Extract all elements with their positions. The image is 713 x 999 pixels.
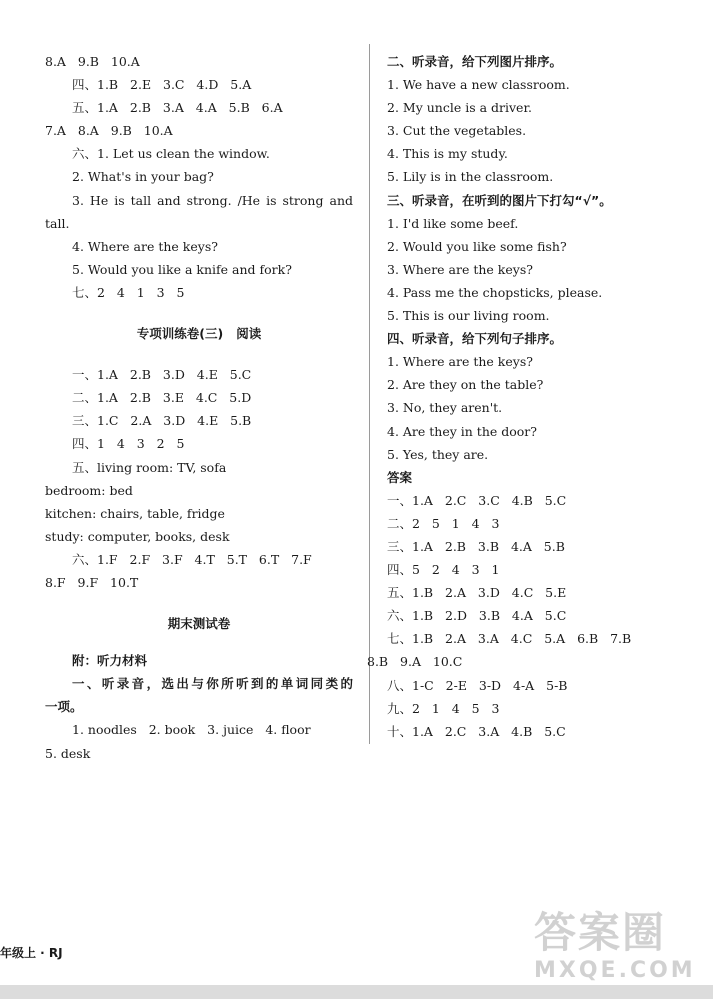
answer-line: 3. Cut the vegetables.: [387, 123, 527, 139]
answer-line: 九、2 1 4 5 3: [387, 700, 500, 716]
answer-line: 十、1.A 2.C 3.A 4.B 5.C: [387, 723, 566, 739]
question-heading: 一、听录音，选出与你所听到的单词同类的: [72, 676, 353, 692]
question-heading: 一项。: [45, 699, 83, 715]
answer-line: 8.B 9.A 10.C: [367, 654, 463, 670]
column-divider: [369, 44, 370, 744]
answer-line: 六、1.F 2.F 3.F 4.T 5.T 6.T 7.F: [72, 551, 312, 567]
watermark-logo: [534, 908, 699, 988]
answer-line: 七、2 4 1 3 5: [72, 284, 185, 300]
left-column: [45, 50, 353, 765]
answer-line: 5. desk: [45, 745, 91, 761]
answer-line: 六、1.B 2.D 3.B 4.A 5.C: [387, 608, 567, 624]
question-heading: 二、听录音，给下列图片排序。: [387, 54, 563, 69]
answer-line: study: computer, books, desk: [45, 528, 230, 544]
watermark-url: MXQE.COM: [534, 958, 696, 983]
answer-line: 1. I'd like some beef.: [387, 215, 519, 231]
answer-line: 5. Would you like a knife and fork?: [72, 261, 292, 277]
answer-line: 3. No, they aren't.: [387, 400, 503, 416]
watermark-logo-text: 答案圈: [534, 908, 667, 957]
question-heading: 三、听录音，在听到的图片下打勾“√”。: [387, 192, 612, 208]
answer-line: 5. This is our living room.: [387, 308, 550, 324]
right-column: [367, 50, 687, 743]
answer-line: kitchen: chairs, table, fridge: [45, 505, 225, 521]
answer-line: 七、1.B 2.A 3.A 4.C 5.A 6.B 7.B: [387, 631, 632, 647]
question-heading: 四、听录音，给下列句子排序。: [387, 331, 563, 347]
answer-line: 4. Pass me the chopsticks, please.: [387, 284, 603, 300]
answer-line: 1. We have a new classroom.: [387, 77, 570, 93]
answer-line: 2. Would you like some fish?: [387, 238, 567, 254]
bottom-strip: [0, 985, 713, 999]
answer-line: tall.: [45, 215, 70, 231]
page-footer: 年级上 · RJ: [0, 946, 63, 960]
answer-line: 一、1.A 2.B 3.D 4.E 5.C: [72, 367, 252, 383]
answer-line: 2. What's in your bag?: [72, 169, 214, 185]
answers-heading: 答案: [387, 469, 413, 485]
answer-line: 4. This is my study.: [387, 146, 508, 162]
answer-line: 五、1.B 2.A 3.D 4.C 5.E: [387, 585, 567, 601]
answer-line: 六、1. Let us clean the window.: [72, 146, 270, 162]
subsection-heading: 附：听力材料: [72, 653, 148, 669]
section-heading: 专项训练卷(三) 阅读: [136, 326, 262, 342]
answer-line: 四、5 2 4 3 1: [387, 562, 500, 578]
answer-line: 1. Where are the keys?: [387, 354, 533, 370]
answer-line: 7.A 8.A 9.B 10.A: [45, 123, 173, 139]
answer-line: 四、1 4 3 2 5: [72, 436, 185, 452]
answer-line: 五、living room: TV, sofa: [72, 459, 227, 475]
answer-line: bedroom: bed: [45, 482, 133, 498]
answer-line: 5. Yes, they are.: [387, 446, 489, 462]
answer-line: 五、1.A 2.B 3.A 4.A 5.B 6.A: [72, 100, 283, 116]
answer-line: 三、1.A 2.B 3.B 4.A 5.B: [387, 538, 565, 554]
answer-line: 5. Lily is in the classroom.: [387, 169, 554, 185]
answer-line: 2. My uncle is a driver.: [387, 100, 533, 116]
answer-line: 一、1.A 2.C 3.C 4.B 5.C: [387, 492, 567, 508]
answer-line: 8.A 9.B 10.A: [45, 54, 140, 69]
answer-line: 二、1.A 2.B 3.E 4.C 5.D: [72, 390, 252, 406]
answer-line: 2. Are they on the table?: [387, 377, 544, 393]
section-heading: 期末测试卷: [167, 616, 231, 632]
answer-line: 4. Are they in the door?: [387, 423, 537, 439]
answer-line: 八、1-C 2-E 3-D 4-A 5-B: [387, 677, 568, 693]
answer-line: 三、1.C 2.A 3.D 4.E 5.B: [72, 413, 252, 429]
answer-line: 4. Where are the keys?: [72, 238, 218, 254]
answer-line: 四、1.B 2.E 3.C 4.D 5.A: [72, 77, 252, 93]
answer-line: 1. noodles 2. book 3. juice 4. floor: [72, 722, 311, 738]
answer-line: 二、2 5 1 4 3: [387, 515, 500, 531]
answer-line: 3. He is tall and strong. /He is strong and: [72, 192, 353, 208]
answer-line: 8.F 9.F 10.T: [45, 574, 139, 590]
answer-line: 3. Where are the keys?: [387, 261, 533, 277]
